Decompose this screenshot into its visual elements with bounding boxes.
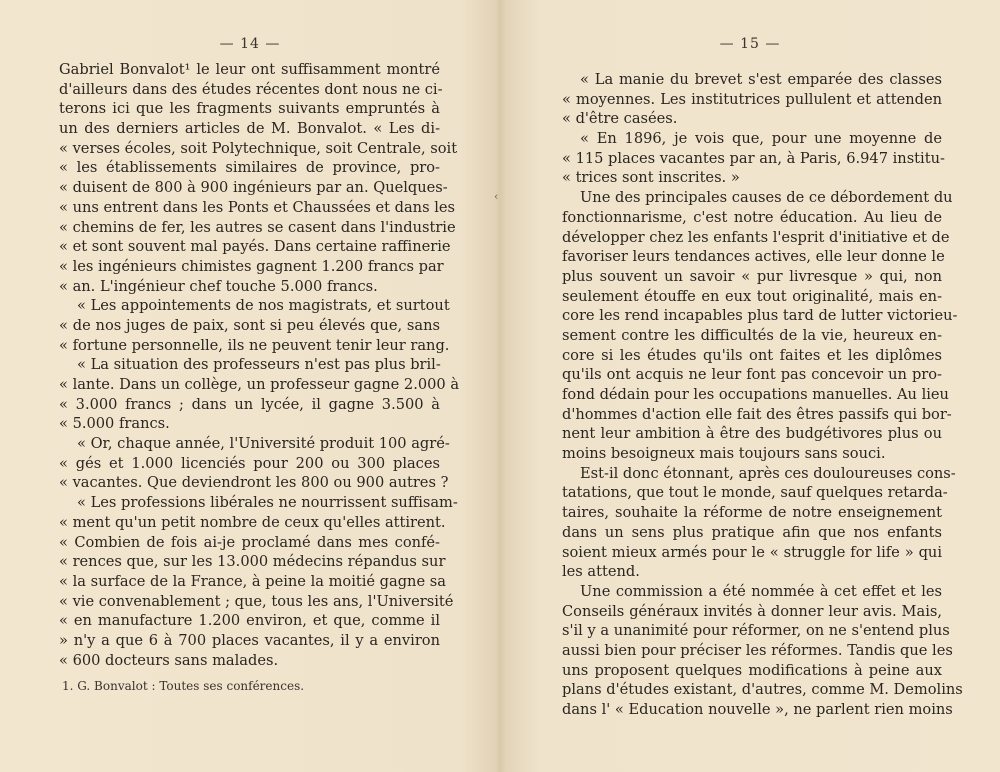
body-text <box>59 60 460 670</box>
text-line: uns proposent quelques modifications à peine aux <box>562 661 942 679</box>
body-text <box>562 70 963 720</box>
text-line: sement contre les difficultés de la vie, heureux en- <box>562 326 942 344</box>
text-line: « En 1896, je vois que, pour une moyenne de <box>580 130 942 148</box>
text-line: favoriser leurs tendances actives, elle leur donne le <box>562 248 945 266</box>
text-line: core si les études qu'ils ont faites et les diplômes <box>562 346 942 364</box>
text-line: soient mieux armés pour le « struggle for life » qui <box>562 543 942 561</box>
text-line: « Les appointements de nos magistrats, et surtout <box>77 297 450 315</box>
text-line: « les ingénieurs chimistes gagnent 1.200 francs par <box>59 257 444 275</box>
text-line: fonctionnarisme, c'est notre éducation. Au lieu de <box>562 208 942 226</box>
text-line: qu'ils ont acquis ne leur font pas concevoir un pro- <box>562 366 942 384</box>
text-line: « Or, chaque année, l'Université produit 100 agré- <box>77 435 450 453</box>
text-line: « 600 docteurs sans malades. <box>59 651 279 669</box>
text-line: « 3.000 francs ; dans un lycée, il gagne 3.500 à <box>59 395 440 413</box>
text-line: moins besoigneux mais toujours sans souci. <box>562 445 886 463</box>
text-line: terons ici que les fragments suivants empruntés à <box>59 100 440 118</box>
text-line: Une des principales causes de ce débordement du <box>580 189 953 207</box>
text-line: d'ailleurs dans des études récentes dont nous ne ci- <box>59 80 443 98</box>
text-line: « les établissements similaires de province, pro- <box>59 159 440 177</box>
text-line: aussi bien pour préciser les réformes. Tandis que les <box>562 641 953 659</box>
text-line: « La manie du brevet s'est emparée des classes <box>580 71 942 88</box>
text-line: Une commission a été nommée à cet effet et les <box>580 582 942 600</box>
text-line: « Combien de fois ai-je proclamé dans mes confé- <box>59 533 440 551</box>
footnote: 1. G. Bonvalot : Toutes ses conférences. <box>62 679 305 693</box>
text-line: plans d'études existant, d'autres, comme M. Demolins <box>562 681 963 699</box>
text-line: « et sont souvent mal payés. Dans certaine raffinerie <box>59 238 451 256</box>
page-number: — 15 — <box>719 36 781 52</box>
text-line: fond dédain pour les occupations manuelles. Au lieu <box>562 386 949 403</box>
text-line: « duisent de 800 à 900 ingénieurs par an. Quelques- <box>59 179 448 197</box>
text-line: s'il y a unanimité pour réformer, on ne s'entend plus <box>562 622 950 640</box>
text-line: « vacantes. Que deviendront les 800 ou 900 autres ? <box>59 474 449 492</box>
text-line: « La situation des professeurs n'est pas plus bril- <box>77 356 441 374</box>
text-line: seulement étouffe en eux tout originalité, mais en- <box>562 287 942 305</box>
text-line: « de nos juges de paix, sont si peu élevés que, sans <box>59 316 440 334</box>
text-line: « lante. Dans un collège, un professeur gagne 2.000 à <box>59 376 460 393</box>
text-line: » n'y a que 6 à 700 places vacantes, il y a environ <box>59 631 440 649</box>
text-line: Gabriel Bonvalot¹ le leur ont suffisamment montré <box>59 61 440 78</box>
text-line: Est-il donc étonnant, après ces douloureuses cons- <box>580 464 956 482</box>
text-line: nent leur ambition à être des budgétivores plus ou <box>562 425 942 443</box>
text-line: taires, souhaite la réforme de notre enseignement <box>562 504 942 522</box>
text-line: un des derniers articles de M. Bonvalot. « Les di- <box>59 120 440 138</box>
text-line: « rences que, sur les 13.000 médecins répandus sur <box>59 553 446 571</box>
text-line: « en manufacture 1.200 environ, et que, comme il <box>59 612 440 630</box>
text-line: « an. L'ingénieur chef touche 5.000 francs. <box>59 277 378 295</box>
text-line: d'hommes d'action elle fait des êtres passifs qui bor- <box>562 405 952 423</box>
text-line: core les rend incapables plus tard de lutter victorieu- <box>562 307 958 325</box>
text-line: tatations, que tout le monde, sauf quelques retarda- <box>562 484 948 502</box>
text-line: « d'être casées. <box>562 110 678 128</box>
text-line: « chemins de fer, les autres se casent dans l'industrie <box>59 218 456 236</box>
right-page <box>500 0 1000 772</box>
page-number: — 14 — <box>219 36 281 52</box>
text-line: dans l' « Education nouvelle », ne parlent rien moins <box>562 701 953 718</box>
text-line: « fortune personnelle, ils ne peuvent tenir leur rang. <box>59 336 450 354</box>
text-line: « moyennes. Les institutrices pullulent et attenden <box>562 90 942 108</box>
text-line: « 5.000 francs. <box>59 415 170 433</box>
text-line: « gés et 1.000 licenciés pour 200 ou 300 places <box>59 454 440 472</box>
text-line: « vie convenablement ; que, tous les ans, l'Université <box>59 592 454 610</box>
text-line: « uns entrent dans les Ponts et Chaussées et dans les <box>59 198 456 216</box>
text-line: dans un sens plus pratique afin que nos enfants <box>562 523 942 541</box>
text-line: Conseils généraux invités à donner leur avis. Mais, <box>562 602 942 620</box>
text-line: « 115 places vacantes par an, à Paris, 6.947 institu- <box>562 149 945 167</box>
text-line: les attend. <box>562 563 640 581</box>
text-line: développer chez les enfants l'esprit d'initiative et de <box>562 228 950 246</box>
gutter-mark: ‹ <box>494 190 499 203</box>
text-line: « Les professions libérales ne nourrissent suffisam- <box>77 494 458 512</box>
text-line: « verses écoles, soit Polytechnique, soit Centrale, soit <box>59 139 458 157</box>
text-line: « ment qu'un petit nombre de ceux qu'elles attirent. <box>59 513 446 531</box>
text-line: plus souvent un savoir « pur livresque » qui, non <box>562 267 942 285</box>
text-line: « trices sont inscrites. » <box>562 169 740 187</box>
text-line: « la surface de la France, à peine la moitié gagne sa <box>59 572 446 590</box>
